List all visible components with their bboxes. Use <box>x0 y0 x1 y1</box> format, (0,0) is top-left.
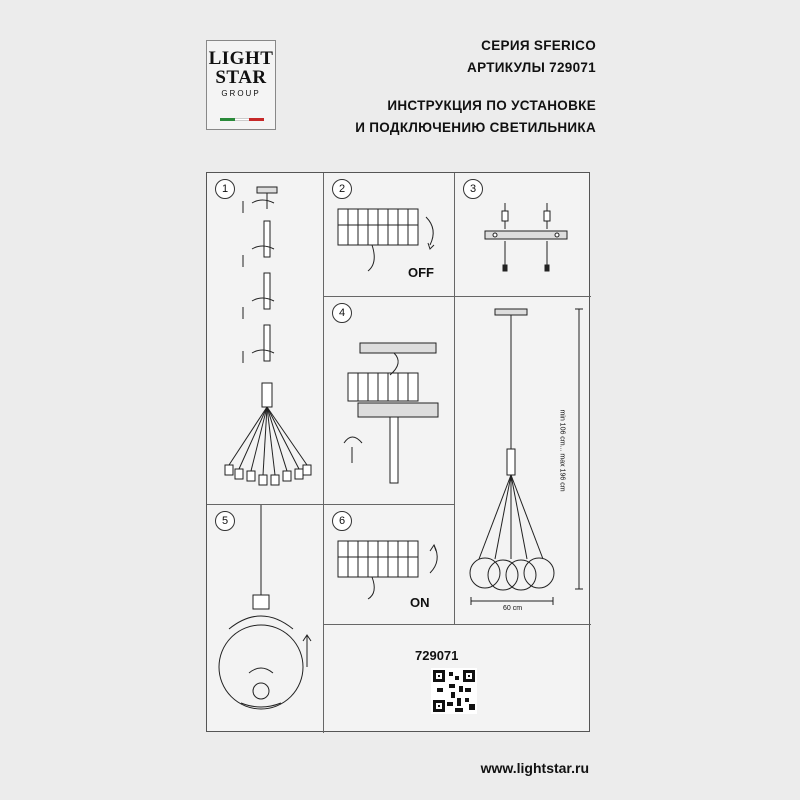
articles-title: АРТИКУЛЫ 729071 <box>467 60 596 75</box>
step-number: 4 <box>332 303 352 323</box>
step-6-panel <box>324 505 455 625</box>
article-number: 729071 <box>415 648 459 663</box>
width-dimension-label: 60 cm <box>503 605 523 612</box>
instruction-title-line-1: ИНСТРУКЦИЯ ПО УСТАНОВКЕ <box>387 98 596 113</box>
rod-assembly-diagram <box>207 173 324 505</box>
step-number: 5 <box>215 511 235 531</box>
series-title: СЕРИЯ SFERICO <box>481 38 596 53</box>
step-number: 6 <box>332 511 352 531</box>
instruction-grid <box>206 172 590 732</box>
brand-logo <box>206 40 276 130</box>
website-link[interactable]: www.lightstar.ru <box>480 760 589 776</box>
fixture-dimensions-panel <box>455 297 591 625</box>
qr-code-icon <box>431 668 477 714</box>
off-label: OFF <box>408 265 434 280</box>
step-4-panel <box>324 297 455 505</box>
logo-line-3: GROUP <box>221 89 261 98</box>
logo-line-1: LIGHT <box>208 48 274 69</box>
step-5-panel <box>207 505 324 733</box>
step-number: 2 <box>332 179 352 199</box>
logo-line-2: STAR <box>215 67 267 88</box>
fixture-dimension-diagram <box>455 297 591 625</box>
step-number: 1 <box>215 179 235 199</box>
step-number: 3 <box>463 179 483 199</box>
shade-install-diagram <box>207 505 324 733</box>
wiring-diagram <box>324 297 455 505</box>
italian-flag-icon <box>220 118 264 121</box>
on-label: ON <box>410 595 430 610</box>
step-1-panel <box>207 173 324 505</box>
height-dimension-label: min 106 cm... max 196 cm <box>558 409 566 492</box>
step-3-panel <box>455 173 591 297</box>
step-2-panel <box>324 173 455 297</box>
instruction-title-line-2: И ПОДКЛЮЧЕНИЮ СВЕТИЛЬНИКА <box>355 120 596 135</box>
